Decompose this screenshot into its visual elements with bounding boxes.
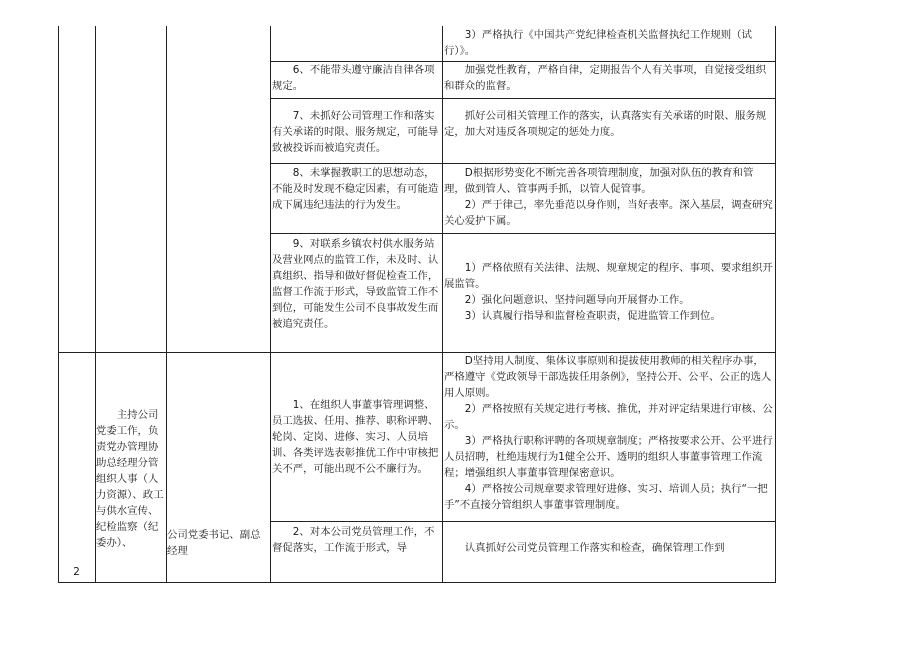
risk-text: 8、未掌握教职工的思想动态，不能及时发现不稳定因素，有可能造成下属违纪违法的行为发生。 bbox=[272, 167, 439, 211]
duties-cell bbox=[96, 407, 166, 582]
measure-text: 1）严格依照有关法律、法规、规章规定的程序、事项、要求组织开展监管。 bbox=[444, 262, 773, 290]
measure-text: D根据形势变化不断完善各项管理制度，加强对队伍的教育和管理，做到管人、管事两手抓，以管人促管事。 bbox=[444, 167, 754, 195]
measure-text: 2）严于律己，率先垂范以身作则，当好表率。深入基层，调查研究关心爱护下属。 bbox=[444, 199, 773, 227]
measure-text: 4）严格按公司规章要求管理好进修、实习、培训人员；执行“一把手”不直接分管组织人事董事管理制度。 bbox=[444, 483, 768, 511]
measures-cell bbox=[444, 540, 773, 580]
measure-text: 认真抓好公司党员管理工作落实和检查，确保管理工作到 bbox=[464, 542, 725, 554]
duties-text: 主持公司党委工作，负责党办管理协助总经理分管组织人事（人力资源）、政工与供水宣传、纪检监察（纪委办）、 bbox=[96, 409, 164, 549]
measure-text: 2）强化问题意识、坚持问题导向开展督办工作。 bbox=[464, 294, 690, 306]
measure-text: 3）严格执行职称评聘的各项规章制度；严格按要求公开、公平进行人员招聘，杜绝违规行为1健全公开、透明的组织人事董事管理工作流程；增强组织人事董事管理保密意识。 bbox=[444, 435, 773, 479]
measures-cell bbox=[444, 353, 773, 521]
measures-cell bbox=[444, 108, 773, 163]
risk-cell bbox=[272, 165, 440, 233]
risk-cell bbox=[272, 108, 440, 163]
risk-cell bbox=[272, 236, 440, 351]
measures-cell bbox=[444, 62, 773, 98]
measure-text: 加强党性教育，严格自律，定期报告个人有关事项，自觉接受组织和群众的监督。 bbox=[444, 64, 767, 92]
risk-cell bbox=[272, 397, 440, 487]
measure-text: D坚持用人制度、集体议事原则和提拔使用教师的相关程序办事，严格遵守《党政领导干部选拔任用条例》，坚持公开、公平、公正的选人用人原则。 bbox=[444, 355, 772, 399]
measures-cell bbox=[444, 165, 773, 233]
measure-text: 3）严格执行《中国共产党纪律检查机关监督执纪工作规则（试行）》。 bbox=[444, 29, 752, 57]
position-cell bbox=[167, 527, 270, 561]
measure-text: 2）严格按照有关规定进行考核、推优，并对评定结果进行审核、公示。 bbox=[444, 403, 773, 431]
measure-text: 3）认真履行指导和监督检查职责，促进监管工作到位。 bbox=[464, 310, 721, 322]
measures-cell bbox=[444, 260, 773, 348]
measure-text: 抓好公司相关管理工作的落实，认真落实有关承诺的时限、服务规定，加大对违反各项规定的惩处力度。 bbox=[444, 110, 767, 138]
risk-text: 7、未抓好公司管理工作和落实有关承诺的时限、服务规定，可能导致被投诉而被追究责任。 bbox=[272, 110, 439, 154]
row-number: 2 bbox=[73, 566, 80, 578]
risk-text: 1、在组织人事董事管理调整、员工选拔、任用、推荐、职称评聘、轮岗、定岗、进修、实习、人员培训、各类评选表彰推优工作中审核把关不严，可能出现不公不廉行为。 bbox=[272, 399, 439, 475]
position-text: 公司党委书记、副总经理 bbox=[167, 529, 261, 557]
risk-cell bbox=[272, 524, 440, 582]
risk-text: 2、对本公司党员管理工作，不督促落实，工作流于形式，导 bbox=[272, 526, 435, 554]
risk-text: 6、不能带头遵守廉洁自律各项规定。 bbox=[272, 64, 435, 92]
risk-text: 9、对联系乡镇农村供水服务站及营业网点的监管工作，未及时、认真组织、指导和做好督促检查工作，监督工作流于形式，导致监管工作不到位，可能发生公司不良事故发生而被追究责任。 bbox=[272, 238, 439, 330]
risk-cell bbox=[272, 62, 440, 98]
measures-cell bbox=[444, 27, 773, 61]
